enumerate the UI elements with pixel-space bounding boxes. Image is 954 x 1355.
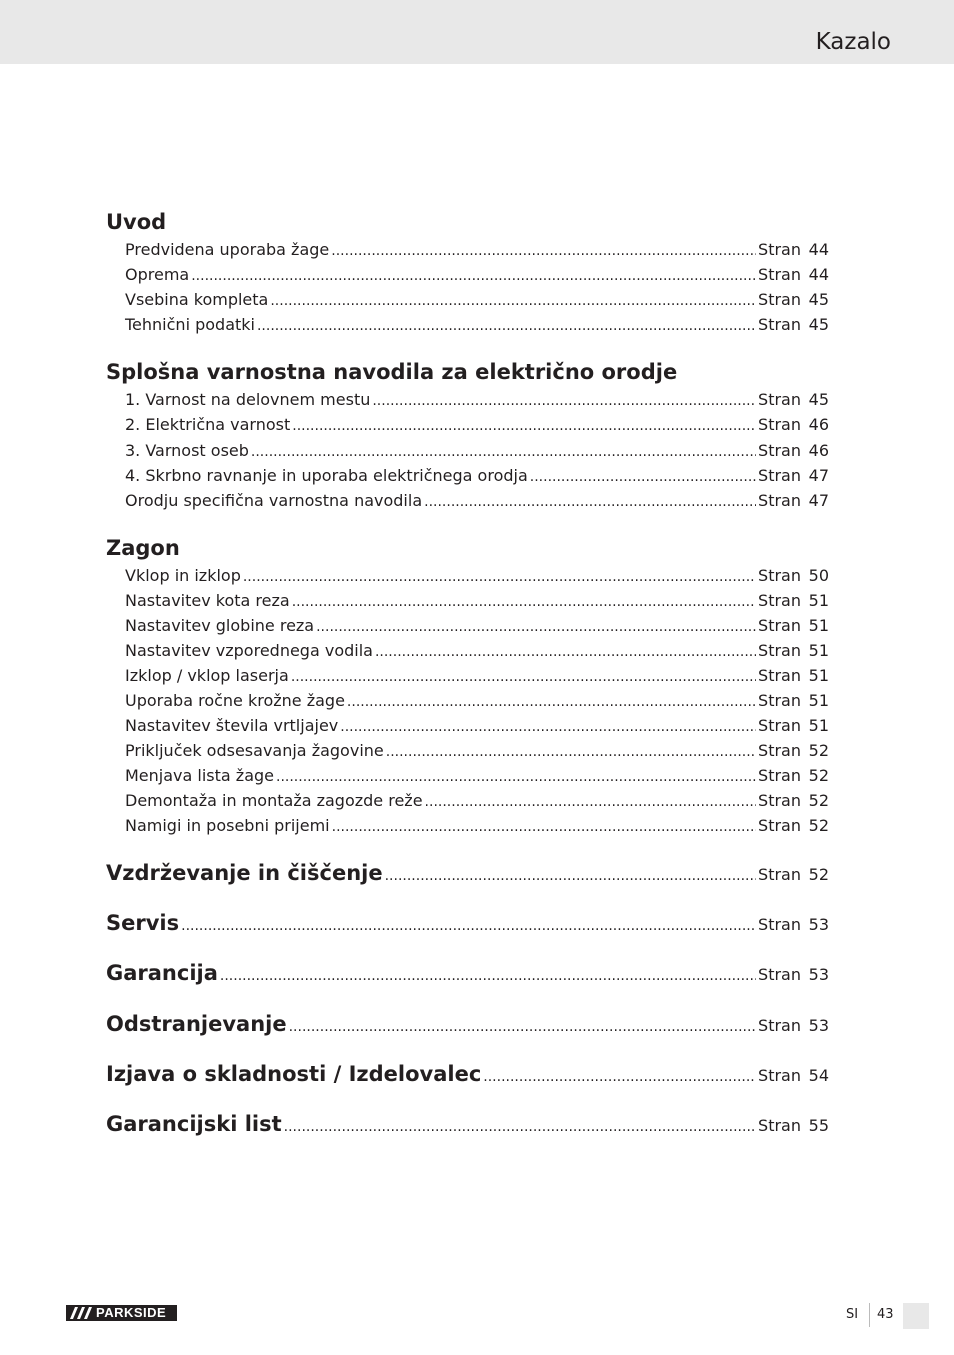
page-reference <box>758 765 829 787</box>
dot-leader <box>220 968 756 984</box>
stran-label: Stran <box>758 315 801 334</box>
stran-label: Stran <box>758 265 801 284</box>
toc-entry-label: 1. Varnost na delovnem mestu <box>125 390 371 409</box>
dot-leader <box>375 641 756 663</box>
dot-leader <box>276 766 756 788</box>
page-number: 52 <box>808 865 829 884</box>
page-reference <box>758 490 829 512</box>
stran-label: Stran <box>758 915 801 934</box>
page-reference <box>758 665 829 687</box>
toc-entry[interactable] <box>106 765 829 788</box>
brand-name: PARKSIDE <box>96 1305 167 1320</box>
toc-entry[interactable] <box>106 440 829 463</box>
toc-entry[interactable] <box>106 615 829 638</box>
page-reference <box>758 964 829 986</box>
toc-entry[interactable] <box>106 590 829 613</box>
dot-leader <box>284 1119 756 1135</box>
toc-entry-label: Demontaža in montaža zagozde reže <box>125 791 423 810</box>
page-number: 45 <box>808 290 829 309</box>
page-reference <box>758 1115 829 1137</box>
page-number: 44 <box>808 240 829 259</box>
stran-label: Stran <box>758 290 801 309</box>
toc-entry-label: 2. Električna varnost <box>125 415 291 434</box>
dot-leader <box>289 1019 756 1035</box>
page-number: 45 <box>808 390 829 409</box>
toc-entry[interactable] <box>106 264 829 287</box>
dot-leader <box>483 1069 756 1085</box>
stran-label: Stran <box>758 1016 801 1035</box>
page-number: 51 <box>808 666 829 685</box>
toc-entry[interactable] <box>106 289 829 312</box>
page-reference <box>758 314 829 336</box>
page-number: 55 <box>808 1116 829 1135</box>
dot-leader <box>292 591 756 613</box>
toc-entry-label: Priključek odsesavanja žagovine <box>125 741 384 760</box>
toc-heading-label: Vzdrževanje in čiščenje <box>106 861 383 885</box>
toc-entry-label: Izklop / vklop laserja <box>125 666 289 685</box>
page-reference <box>758 465 829 487</box>
stran-label: Stran <box>758 491 801 510</box>
stran-label: Stran <box>758 766 801 785</box>
toc-entry-label: Nastavitev števila vrtljajev <box>125 716 339 735</box>
dot-leader <box>251 441 756 463</box>
page-number: 44 <box>808 265 829 284</box>
page-reference <box>758 590 829 612</box>
toc-entry[interactable] <box>106 790 829 813</box>
stran-label: Stran <box>758 666 801 685</box>
stran-label: Stran <box>758 466 801 485</box>
toc-entry-label: Tehnični podatki <box>125 315 255 334</box>
section-heading-zagon[interactable]: Zagon <box>106 536 180 560</box>
stran-label: Stran <box>758 741 801 760</box>
dot-leader <box>316 616 756 638</box>
dot-leader <box>347 691 756 713</box>
toc-entry-label: Vsebina kompleta <box>125 290 269 309</box>
toc-entry-label: Predvidena uporaba žage <box>125 240 330 259</box>
page-reference <box>758 239 829 261</box>
page-reference <box>758 615 829 637</box>
stran-label: Stran <box>758 616 801 635</box>
dot-leader <box>331 240 756 262</box>
footer-divider <box>869 1303 870 1327</box>
toc-entry-label: Menjava lista žage <box>125 766 274 785</box>
toc-heading-entry[interactable] <box>106 1061 829 1087</box>
dot-leader <box>243 566 756 588</box>
stran-label: Stran <box>758 791 801 810</box>
page-number: 46 <box>808 415 829 434</box>
page-number: 51 <box>808 716 829 735</box>
page-number: 47 <box>808 491 829 510</box>
dot-leader <box>530 466 756 488</box>
toc-entry-label: Uporaba ročne krožne žage <box>125 691 345 710</box>
page-reference <box>758 1065 829 1087</box>
page-number: 52 <box>808 791 829 810</box>
toc-entry-label: Nastavitev kota reza <box>125 591 290 610</box>
toc-entry-label: Nastavitev vzporednega vodila <box>125 641 373 660</box>
dot-leader <box>385 868 756 884</box>
page-number: 52 <box>808 741 829 760</box>
language-code: SI <box>846 1307 859 1322</box>
page-number: 47 <box>808 466 829 485</box>
page-number: 45 <box>808 315 829 334</box>
toc-entry-label: Vklop in izklop <box>125 566 241 585</box>
toc-entry-label: Oprema <box>125 265 190 284</box>
page-number: 53 <box>808 1016 829 1035</box>
toc-heading-entry[interactable] <box>106 910 829 936</box>
dot-leader <box>425 791 757 813</box>
dot-leader <box>372 390 756 412</box>
stripes-icon <box>66 1305 96 1321</box>
page-reference <box>758 264 829 286</box>
toc-entry[interactable] <box>106 640 829 663</box>
dot-leader <box>191 265 756 287</box>
toc-entry-label: 4. Skrbno ravnanje in uporaba električnega orodja <box>125 466 528 485</box>
page-number: 51 <box>808 691 829 710</box>
toc-heading-label: Garancijski list <box>106 1112 282 1136</box>
toc-heading-entry[interactable] <box>106 1111 829 1137</box>
dot-leader <box>257 315 756 337</box>
toc-entry-label: Orodju specifična varnostna navodila <box>125 491 423 510</box>
dot-leader <box>386 741 756 763</box>
parkside-logo <box>66 1305 177 1321</box>
stran-label: Stran <box>758 415 801 434</box>
toc-entry-label: Nastavitev globine reza <box>125 616 315 635</box>
toc-entry[interactable] <box>106 314 829 337</box>
page-reference <box>758 1015 829 1037</box>
toc-entry[interactable] <box>106 665 829 688</box>
footer-tab-box <box>903 1303 929 1329</box>
toc-heading-label: Izjava o skladnosti / Izdelovalec <box>106 1062 482 1086</box>
stran-label: Stran <box>758 865 801 884</box>
toc-heading-entry[interactable] <box>106 960 829 986</box>
stran-label: Stran <box>758 566 801 585</box>
page-reference <box>758 815 829 837</box>
stran-label: Stran <box>758 240 801 259</box>
dot-leader <box>424 491 756 513</box>
stran-label: Stran <box>758 591 801 610</box>
page-number: 53 <box>808 915 829 934</box>
dot-leader <box>181 918 756 934</box>
page-reference <box>758 389 829 411</box>
page-reference <box>758 640 829 662</box>
page-reference <box>758 440 829 462</box>
stran-label: Stran <box>758 965 801 984</box>
stran-label: Stran <box>758 1116 801 1135</box>
toc-entry[interactable] <box>106 465 829 488</box>
stran-label: Stran <box>758 641 801 660</box>
toc-heading-label: Odstranjevanje <box>106 1012 287 1036</box>
dot-leader <box>270 290 756 312</box>
page-reference <box>758 715 829 737</box>
stran-label: Stran <box>758 816 801 835</box>
page-reference <box>758 414 829 436</box>
page-reference <box>758 740 829 762</box>
page-reference <box>758 864 829 886</box>
page-reference <box>758 914 829 936</box>
stran-label: Stran <box>758 441 801 460</box>
page-reference <box>758 565 829 587</box>
toc-entry[interactable] <box>106 815 829 838</box>
toc-entry[interactable] <box>106 389 829 412</box>
toc-entry-label: Namigi in posebni prijemi <box>125 816 330 835</box>
page-number: 46 <box>808 441 829 460</box>
dot-leader <box>340 716 756 738</box>
stran-label: Stran <box>758 691 801 710</box>
page-number: 52 <box>808 766 829 785</box>
page-reference <box>758 289 829 311</box>
toc-entry-label: 3. Varnost oseb <box>125 441 249 460</box>
dot-leader <box>292 415 756 437</box>
toc-entry[interactable] <box>106 239 829 262</box>
page-number: 53 <box>808 965 829 984</box>
toc-entry[interactable] <box>106 740 829 763</box>
toc-entry[interactable] <box>106 565 829 588</box>
page-number: 54 <box>808 1066 829 1085</box>
toc-entry[interactable] <box>106 715 829 738</box>
dot-leader <box>332 816 756 838</box>
page-number: 51 <box>808 616 829 635</box>
toc-heading-entry[interactable] <box>106 860 829 886</box>
toc-heading-label: Garancija <box>106 961 218 985</box>
page-number-footer: 43 <box>877 1307 894 1322</box>
header-band <box>0 0 954 64</box>
toc-entry[interactable] <box>106 490 829 513</box>
page-number: 51 <box>808 641 829 660</box>
stran-label: Stran <box>758 716 801 735</box>
toc-entry[interactable] <box>106 414 829 437</box>
toc-entry[interactable] <box>106 690 829 713</box>
page-number: 50 <box>808 566 829 585</box>
page-number: 52 <box>808 816 829 835</box>
page-number: 51 <box>808 591 829 610</box>
page-title: Kazalo <box>815 29 891 55</box>
dot-leader <box>291 666 756 688</box>
toc-heading-label: Servis <box>106 911 180 935</box>
page-reference <box>758 790 829 812</box>
stran-label: Stran <box>758 1066 801 1085</box>
page-reference <box>758 690 829 712</box>
toc-heading-entry[interactable] <box>106 1011 829 1037</box>
section-heading-uvod[interactable]: Uvod <box>106 210 167 234</box>
stran-label: Stran <box>758 390 801 409</box>
section-heading-safety[interactable]: Splošna varnostna navodila za električno orodje <box>106 360 678 384</box>
